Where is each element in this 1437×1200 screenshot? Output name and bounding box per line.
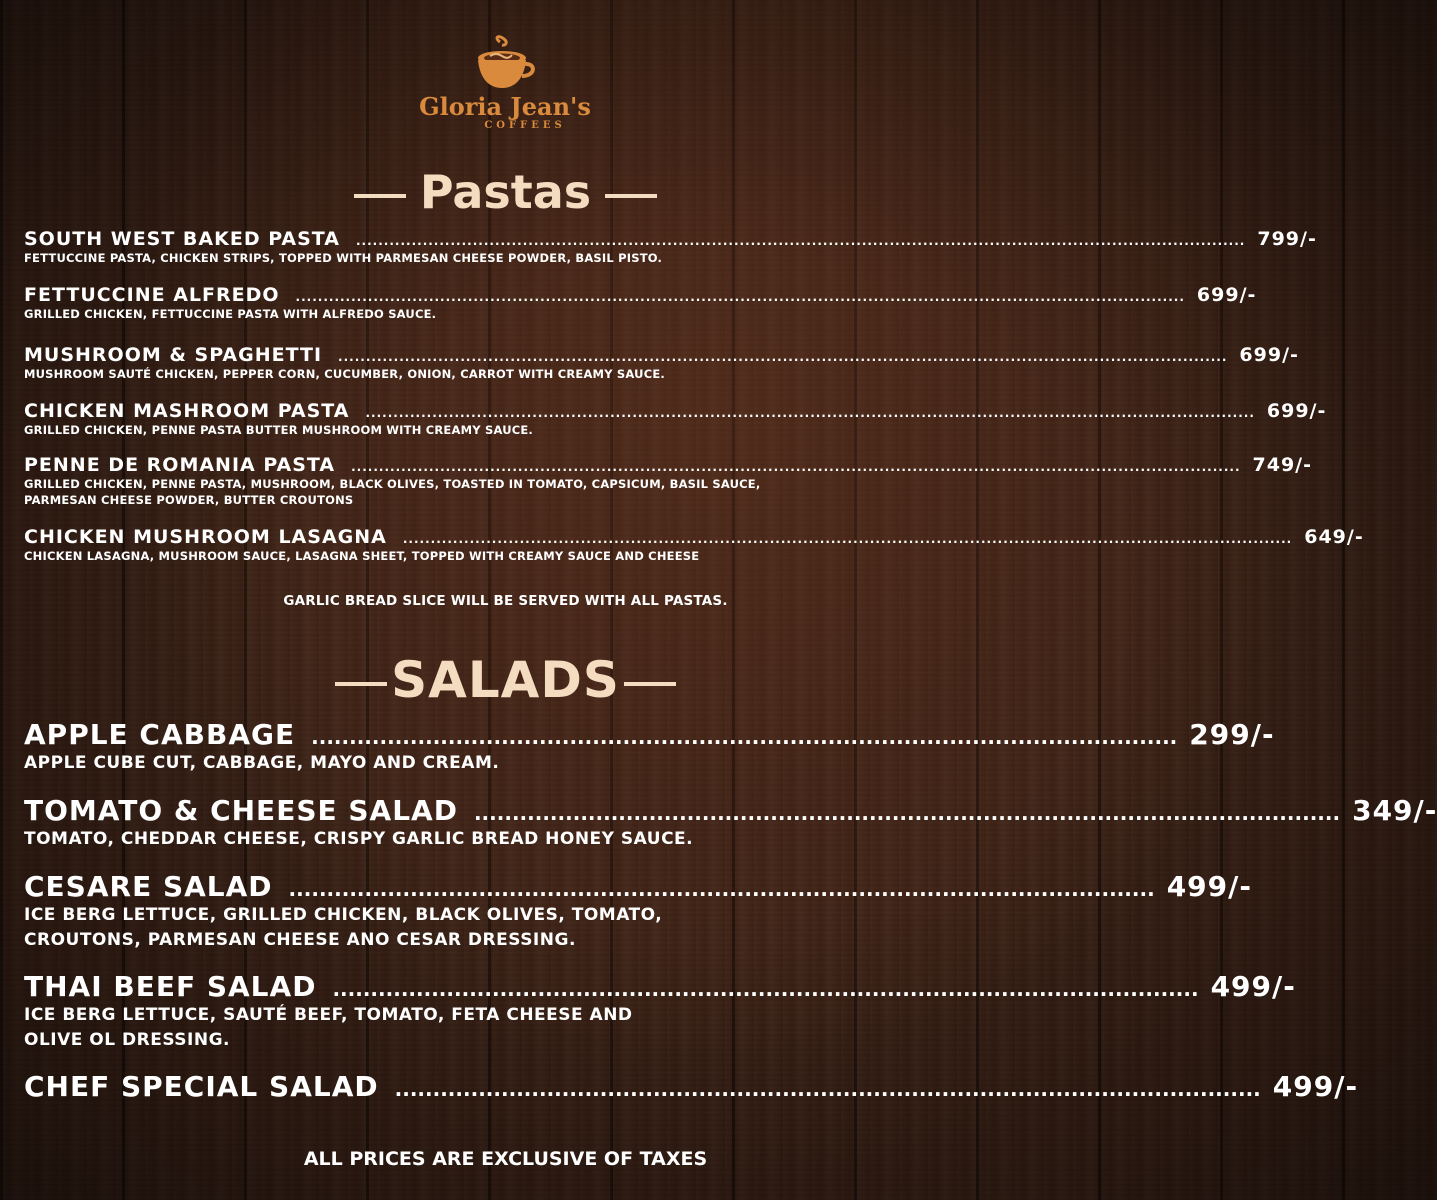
item-description: MUSHROOM SAUTÉ CHICKEN, PEPPER CORN, CUCUMBER, ONION, CARROT WITH CREAMY SAUCE.	[24, 367, 665, 381]
dot-leader: ................................................................................................................................................................	[338, 350, 1228, 364]
item-price: 699/-	[1196, 284, 1257, 306]
item-name: TOMATO & CHEESE SALAD	[24, 794, 458, 827]
item-name: CHICKEN MASHROOM PASTA	[24, 400, 350, 422]
menu-item	[24, 344, 1299, 382]
item-name: PENNE DE ROMANIA PASTA	[24, 454, 336, 476]
item-price: 349/-	[1352, 794, 1437, 827]
item-name: FETTUCCINE ALFREDO	[24, 284, 280, 306]
dot-leader: ................................................................................................................................................................	[351, 460, 1241, 474]
dot-leader: ..................................................................................................................	[288, 877, 1155, 901]
pastas-heading	[0, 164, 1011, 220]
brand-name: Gloria Jean's	[419, 92, 591, 121]
menu-item	[24, 284, 1257, 322]
tax-note: ALL PRICES ARE EXCLUSIVE OF TAXES	[303, 1148, 708, 1170]
brand-subtitle: COFFEES	[484, 120, 566, 131]
menu-item	[24, 718, 1275, 776]
menu-item	[24, 228, 1317, 266]
item-price: 749/-	[1252, 454, 1312, 476]
item-price: 499/-	[1210, 970, 1296, 1003]
heading-rule-left	[335, 682, 387, 686]
menu-item	[24, 1070, 1359, 1103]
item-description: APPLE CUBE CUT, CABBAGE, MAYO AND CREAM.	[24, 753, 500, 773]
menu-item	[24, 794, 1437, 852]
dot-leader: ..................................................................................................................	[311, 725, 1178, 749]
menu-item	[24, 526, 1364, 564]
menu-item	[24, 454, 1312, 508]
item-price: 499/-	[1166, 870, 1252, 903]
item-price: 799/-	[1257, 228, 1317, 250]
menu-item	[24, 400, 1327, 438]
item-description: FETTUCCINE PASTA, CHICKEN STRIPS, TOPPED WITH PARMESAN CHEESE POWDER, BASIL PISTO.	[24, 251, 663, 265]
salads-heading	[0, 650, 1011, 710]
menu-item	[24, 870, 1252, 953]
pasta-note: GARLIC BREAD SLICE WILL BE SERVED WITH ALL PASTAS.	[283, 593, 728, 609]
coffee-cup-icon	[472, 36, 538, 92]
menu-item	[24, 970, 1296, 1053]
item-description: GRILLED CHICKEN, FETTUCCINE PASTA WITH ALFREDO SAUCE.	[24, 307, 437, 321]
dot-leader: ................................................................................................................................................................	[402, 532, 1293, 546]
item-name: MUSHROOM & SPAGHETTI	[24, 344, 323, 366]
item-name: APPLE CABBAGE	[24, 718, 296, 751]
item-description: GRILLED CHICKEN, PENNE PASTA, MUSHROOM, BLACK OLIVES, TOASTED IN TOMATO, CAPSICUM, BASIL SAUCE, PARMESAN CHEESE POWDER, BUTTER CROUTONS	[24, 477, 761, 507]
item-name: THAI BEEF SALAD	[24, 970, 317, 1003]
item-name: CESARE SALAD	[24, 870, 273, 903]
heading-rule-right	[624, 682, 676, 686]
item-price: 299/-	[1189, 718, 1275, 751]
item-description: CHICKEN LASAGNA, MUSHROOM SAUCE, LASAGNA SHEET, TOPPED WITH CREAMY SAUCE AND CHEESE	[24, 549, 700, 563]
item-price: 699/-	[1266, 400, 1327, 422]
item-price: 499/-	[1272, 1070, 1359, 1103]
item-name: SOUTH WEST BAKED PASTA	[24, 228, 340, 250]
heading-rule-right	[605, 194, 657, 198]
item-description: GRILLED CHICKEN, PENNE PASTA BUTTER MUSHROOM WITH CREAMY SAUCE.	[24, 423, 533, 437]
dot-leader: ................................................................................................................................................................	[295, 290, 1185, 304]
item-description: ICE BERG LETTUCE, SAUTÉ BEEF, TOMATO, FETA CHEESE AND OLIVE OL DRESSING.	[24, 1005, 633, 1050]
dot-leader: ..................................................................................................................	[332, 977, 1199, 1001]
item-name: CHEF SPECIAL SALAD	[24, 1070, 379, 1103]
item-price: 699/-	[1239, 344, 1299, 366]
dot-leader: ..................................................................................................................	[473, 801, 1341, 825]
item-name: CHICKEN MUSHROOM LASAGNA	[24, 526, 387, 548]
pastas-title: Pastas	[419, 165, 592, 219]
item-description: ICE BERG LETTUCE, GRILLED CHICKEN, BLACK OLIVES, TOMATO, CROUTONS, PARMESAN CHEESE ANO CESAR DRESSING.	[24, 905, 663, 950]
dot-leader: ..................................................................................................................	[394, 1077, 1261, 1101]
item-description: TOMATO, CHEDDAR CHEESE, CRISPY GARLIC BREAD HONEY SAUCE.	[24, 829, 694, 849]
dot-leader: ................................................................................................................................................................	[365, 406, 1255, 420]
brand-logo	[400, 36, 610, 146]
salads-title: SALADS	[391, 651, 620, 709]
item-price: 649/-	[1304, 526, 1364, 548]
heading-rule-left	[354, 194, 406, 198]
dot-leader: ................................................................................................................................................................	[355, 234, 1246, 248]
